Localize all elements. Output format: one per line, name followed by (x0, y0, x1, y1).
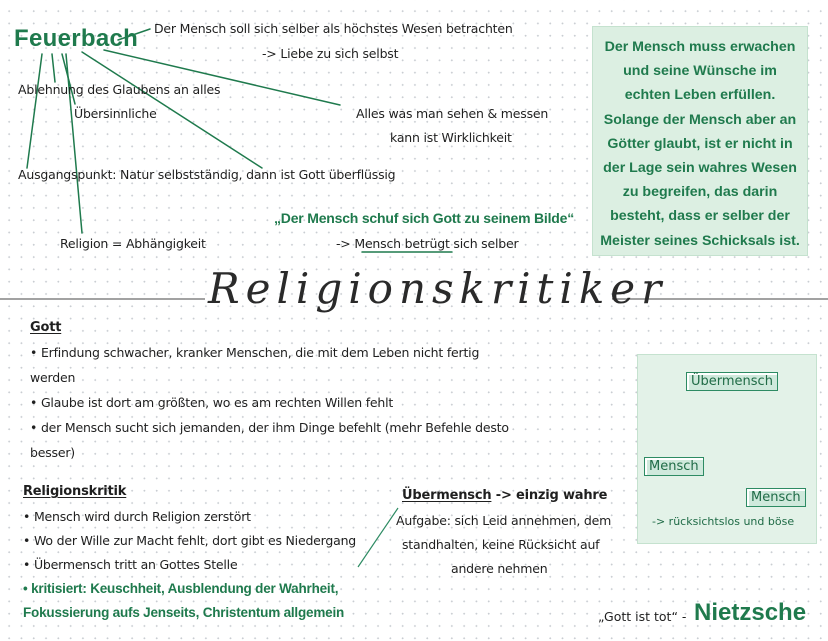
feuerbach-starting-point: Ausgangspunkt: Natur selbstständig, dann ist Gott überflüssig (18, 167, 396, 182)
religionskritik-heading: Religionskritik (23, 484, 127, 499)
summary-box (592, 26, 808, 256)
diagram-note: -> rücksichtslos und böse (652, 515, 795, 528)
summary-box-text: Der Mensch muss erwachen und seine Wünsche im echten Leben erfüllen. Solange der Mensch aber an Götter glaubt, ist er nicht in der Lage sein wahres Wesen zu begreifen, das darin besteht, dass er selber der Meister seines Schicksals ist. (600, 39, 800, 249)
religionskritik-criticism-1: • kritisiert: Keuschheit, Ausblendung der Wahrheit, (23, 581, 339, 596)
diagram-mensch-left-tag: Mensch (644, 457, 704, 476)
diagram-mensch-right-tag: Mensch (746, 488, 806, 507)
religionskritik-item-1: • Mensch wird durch Religion zerstört (23, 509, 251, 524)
gott-item-2: • Glaube ist dort am größten, wo es am rechten Willen fehlt (30, 395, 394, 410)
uebermensch-heading-suffix: -> einzig wahre (495, 488, 608, 503)
feuerbach-quote-sub: -> Mensch betrügt sich selber (336, 236, 519, 251)
gott-item-3-cont: besser) (30, 445, 75, 460)
feuerbach-quote: „Der Mensch schuf sich Gott zu seinem Bilde“ (274, 210, 575, 226)
feuerbach-visible-2: kann ist Wirklichkeit (390, 130, 512, 145)
feuerbach-religion: Religion = Abhängigkeit (60, 236, 206, 251)
religionskritik-criticism-2: Fokussierung aufs Jenseits, Christentum allgemein (23, 605, 345, 620)
religionskritik-item-2: • Wo der Wille zur Macht fehlt, dort gibt es Niedergang (23, 533, 357, 548)
feuerbach-visible: Alles was man sehen & messen (356, 106, 549, 121)
gott-item-1-cont: werden (30, 370, 76, 385)
page-title: Religionskritiker (208, 264, 668, 313)
uebermensch-task-1: Aufgabe: sich Leid annehmen, dem (396, 513, 612, 528)
gott-item-1: • Erfindung schwacher, kranker Menschen, die mit dem Leben nicht fertig (30, 345, 480, 360)
feuerbach-statement: Der Mensch soll sich selber als höchstes Wesen betrachten (154, 21, 513, 36)
feuerbach-statement-sub: -> Liebe zu sich selbst (262, 46, 399, 61)
uebermensch-task-2: standhalten, keine Rücksicht auf (402, 537, 600, 552)
nietzsche-heading: Nietzsche (694, 599, 807, 626)
feuerbach-rejection: Ablehnung des Glaubens an alles (18, 82, 221, 97)
religionskritik-item-3: • Übermensch tritt an Gottes Stelle (23, 557, 238, 572)
uebermensch-task-3: andere nehmen (451, 561, 548, 576)
feuerbach-heading: Feuerbach (14, 25, 139, 52)
uebermensch-heading: Übermensch (402, 488, 492, 503)
gott-heading: Gott (30, 320, 62, 335)
gott-item-3: • der Mensch sucht sich jemanden, der ihm Dinge befehlt (mehr Befehle desto (30, 420, 509, 435)
nietzsche-quote: „Gott ist tot“ - (598, 609, 687, 624)
diagram-uebermensch-tag: Übermensch (686, 372, 778, 391)
feuerbach-supernatural: Übersinnliche (74, 106, 157, 121)
uebermensch-heading-row (402, 488, 607, 503)
